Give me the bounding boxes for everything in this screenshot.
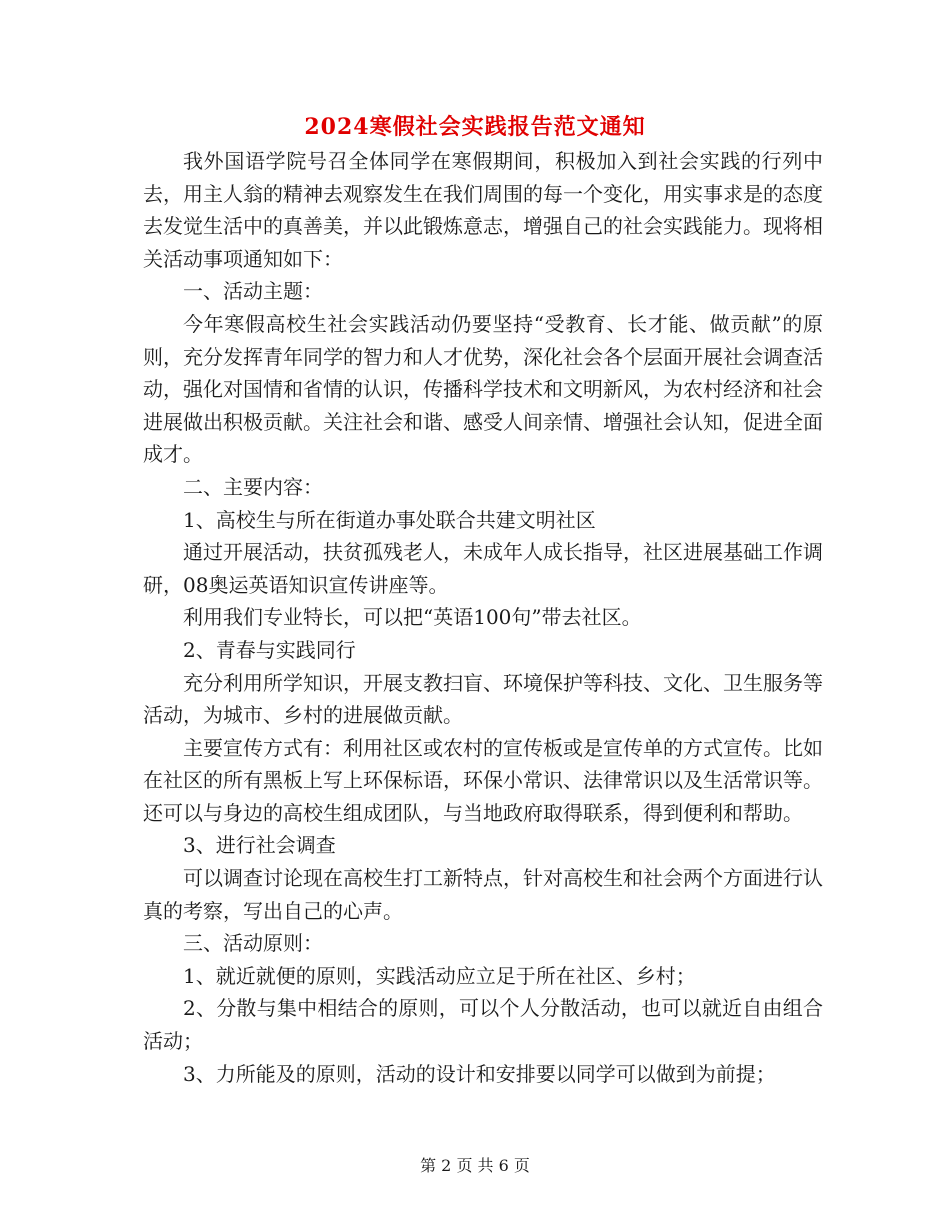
subheading-survey: 3、进行社会调查 <box>183 833 336 858</box>
paragraph-intro: 我外国语学院号召全体同学在寒假期间，积极加入到社会实践的行列中去，用主人翁的精神去观察发生在我们周围的每一个变化，用实事求是的态度去发觉生活中的真善美，并以此锻炼意志，增强自己的社会实践能力。现将相关活动事项通知如下： <box>143 149 823 271</box>
paragraph-community-activities: 通过开展活动，扶贫孤残老人，未成年人成长指导，社区进展基础工作调研，08奥运英语知识宣传讲座等。 <box>143 540 823 597</box>
subheading-community: 1、高校生与所在街道办事处联合共建文明社区 <box>183 507 596 532</box>
subheading-youth-practice: 2、青春与实践同行 <box>183 637 356 662</box>
paragraph-publicity: 主要宣传方式有：利用社区或农村的宣传板或是宣传单的方式宣传。比如在社区的所有黑板上写上环保标语，环保小常识、法律常识以及生活常识等。还可以与身边的高校生组成团队，与当地政府取得联系，得到便利和帮助。 <box>143 735 823 825</box>
paragraph-theme: 今年寒假高校生社会实践活动仍要坚持“受教育、长才能、做贡献”的原则，充分发挥青年同学的智力和人才优势，深化社会各个层面开展社会调查活动，强化对国情和省情的认识，传播科学技术和文明新风，为农村经济和社会进展做出积极贡献。关注社会和谐、感受人间亲情、增强社会认知，促进全面成才。 <box>143 311 823 467</box>
principle-item: 1、就近就便的原则，实践活动应立足于所在社区、乡村； <box>183 963 696 988</box>
section-heading-theme: 一、活动主题： <box>183 279 323 304</box>
principle-item: 2、分散与集中相结合的原则，可以个人分散活动，也可以就近自由组合活动； <box>143 996 823 1054</box>
paragraph-survey: 可以调查讨论现在高校生打工新特点，针对高校生和社会两个方面进行认真的考察，写出自己的心声。 <box>143 866 823 923</box>
paragraph-english-100: 利用我们专业特长，可以把“英语100句”带去社区。 <box>183 605 642 630</box>
page-footer: 第 2 页 共 6 页 <box>420 1156 530 1175</box>
principle-item: 3、力所能及的原则，活动的设计和安排要以同学可以做到为前提； <box>183 1061 776 1086</box>
paragraph-knowledge-use: 充分利用所学知识，开展支教扫盲、环境保护等科技、文化、卫生服务等活动，为城市、乡村的进展做贡献。 <box>143 670 823 728</box>
section-heading-principles: 三、活动原则： <box>183 931 323 956</box>
document-title: 2024寒假社会实践报告范文通知 <box>304 114 646 140</box>
document-body <box>143 145 823 1090</box>
section-heading-content: 二、主要内容： <box>183 474 323 499</box>
